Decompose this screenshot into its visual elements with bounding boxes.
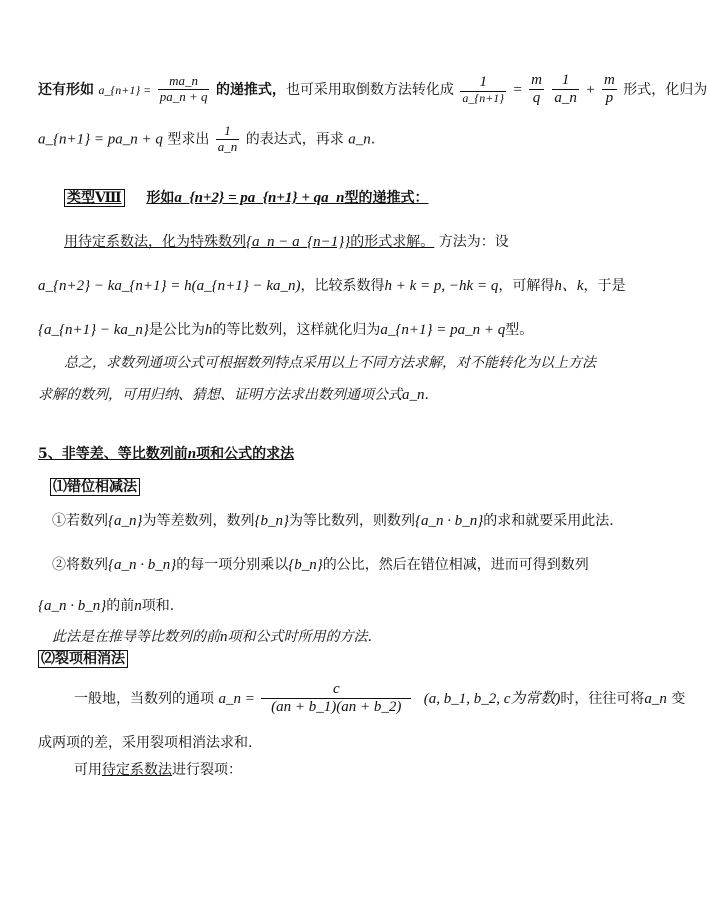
type8-label: 类型Ⅷ [64,189,125,207]
section-5-heading [38,445,294,463]
fraction-numerator: m [602,72,617,90]
formula: {a_n − a_{n−1}} [246,234,351,250]
type8-heading [64,189,428,207]
fraction-denominator: p [605,90,614,107]
text: 的求和就要采用此法. [483,513,614,529]
formula: a_{n+1} = pa_n + q [380,322,506,338]
text: 为等比数列，则数列 [289,513,415,529]
para-11 [74,681,685,717]
formula: {a_n · b_n} [38,598,107,614]
fraction-numerator: c [261,681,411,699]
formula: a_n [644,690,667,707]
para-1 [38,72,707,108]
text: ①若数列 [52,513,108,529]
fraction-denominator: q [532,90,541,107]
method-1-heading [50,479,140,496]
text: 用待定系数法，化为特殊数列 [64,234,246,250]
tail-text: 也可采用取倒数方法转化成 [285,81,454,98]
period: . [370,131,376,148]
para-5 [38,321,533,339]
text: 求解的数列，可用归纳、猜想、证明方法求出数列通项公式 [38,387,402,403]
text: 方法为：设 [438,234,509,250]
fraction-denominator: a_n [554,90,577,107]
formula: n [134,598,142,614]
end-text: 形式，化归为 [623,81,707,98]
text: 的等比数列，这样就化归为 [212,322,381,338]
text: 变 [671,690,686,707]
text: 项和公式时所用的方法. [227,629,372,645]
formula: {a_{n+1} − ka_n} [38,322,149,338]
fraction-numerator: 1 [460,74,506,92]
text: 时，往往可将 [560,690,645,707]
fraction-denominator: (an + b_1)(an + b_2) [271,699,402,716]
para-13 [74,762,242,779]
method-1-label: ⑴错位相减法 [50,478,140,496]
text: ，可解得 [498,278,555,294]
para-7 [52,512,614,530]
para-10 [52,628,372,646]
fraction-numerator: ma_n [158,74,210,90]
tail-text: 的表达式，再求 [245,131,344,148]
formula: {a_n · b_n} [108,557,177,573]
formula: h、k [554,278,584,294]
para-6-line-2 [38,386,429,404]
text: 的形式求解。 [350,234,435,250]
text: 项和. [141,598,175,614]
lead-text: 还有形如 [38,81,94,98]
plus-sign: + [585,81,596,98]
text: 的前 [106,598,135,614]
fraction [261,681,411,717]
formula: {a_n} [108,513,143,529]
text: 型。 [505,322,534,338]
para-4 [38,277,626,295]
text: 是公比为 [148,322,205,338]
text: 此法是在推导等比数列的前 [52,629,220,645]
formula: a_{n+1} = pa_n + q [38,131,163,148]
fraction-numerator: 1 [216,124,240,140]
formula: {a_n · b_n} [415,513,484,529]
type8-title-post: 型的递推式： [344,190,429,206]
text: 的每一项分别乘以 [176,557,289,573]
para-3 [64,233,509,251]
formula-lhs: a_{n+1} = [98,82,152,97]
equals-sign: = [512,81,523,98]
para-2 [38,124,375,155]
text: 的公比，然后在错位相减，进而可得到数列 [322,557,589,573]
formula: h [204,322,213,338]
type8-formula: a_{n+2} = pa_{n+1} + qa_n [174,190,345,206]
fraction [552,72,579,108]
formula: a_n = [218,690,255,707]
text: ，比较系数得 [300,278,385,294]
fraction-denominator: pa_n + q [159,89,208,105]
fraction [158,74,210,105]
text: 一般地，当数列的通项 [74,690,214,707]
formula: a_n [402,387,425,403]
text: 为等差数列，数列 [142,513,255,529]
formula: a_{n+2} − ka_{n+1} = h(a_{n+1} − ka_n) [38,278,301,294]
para-6-line-1 [64,355,596,372]
text: 进行裂项： [172,762,242,778]
para-8 [52,556,589,574]
text: 成两项的差，采用裂项相消法求和. [38,735,253,751]
text: 待定系数法 [102,762,172,778]
formula: n [187,446,197,462]
text: ②将数列 [52,557,108,573]
mid-text: 型求出 [167,131,210,148]
period: . [424,387,429,403]
text: 项和公式的求法 [196,446,295,462]
fraction [602,72,617,108]
fraction [216,124,240,155]
text: 可用 [74,762,102,778]
method-2-heading [38,651,128,668]
para-9 [38,597,174,615]
formula: {b_n} [288,557,323,573]
fraction [460,74,506,106]
mid-text: 的递推式， [215,81,286,98]
fraction [529,72,544,108]
formula: h + k = p, −hk = q [384,278,499,294]
fraction-numerator: m [529,72,544,90]
fraction-numerator: 1 [552,72,579,90]
text: 总之，求数列通项公式可根据数列特点采用以上不同方法求解，对不能转化为以上方法 [64,355,596,371]
text: ，于是 [583,278,626,294]
formula: (a, b_1, b_2, c为常数) [423,690,561,707]
fraction-denominator: a_{n+1} [462,90,505,105]
type8-title-pre: 形如 [146,190,175,206]
text: 5、非等差、等比数列前 [38,446,188,462]
para-12 [38,735,252,752]
method-2-label: ⑵裂项相消法 [38,650,128,668]
fraction-denominator: a_n [217,138,238,154]
formula: a_n [348,131,371,148]
formula: {b_n} [254,513,289,529]
formula: n [220,629,228,645]
